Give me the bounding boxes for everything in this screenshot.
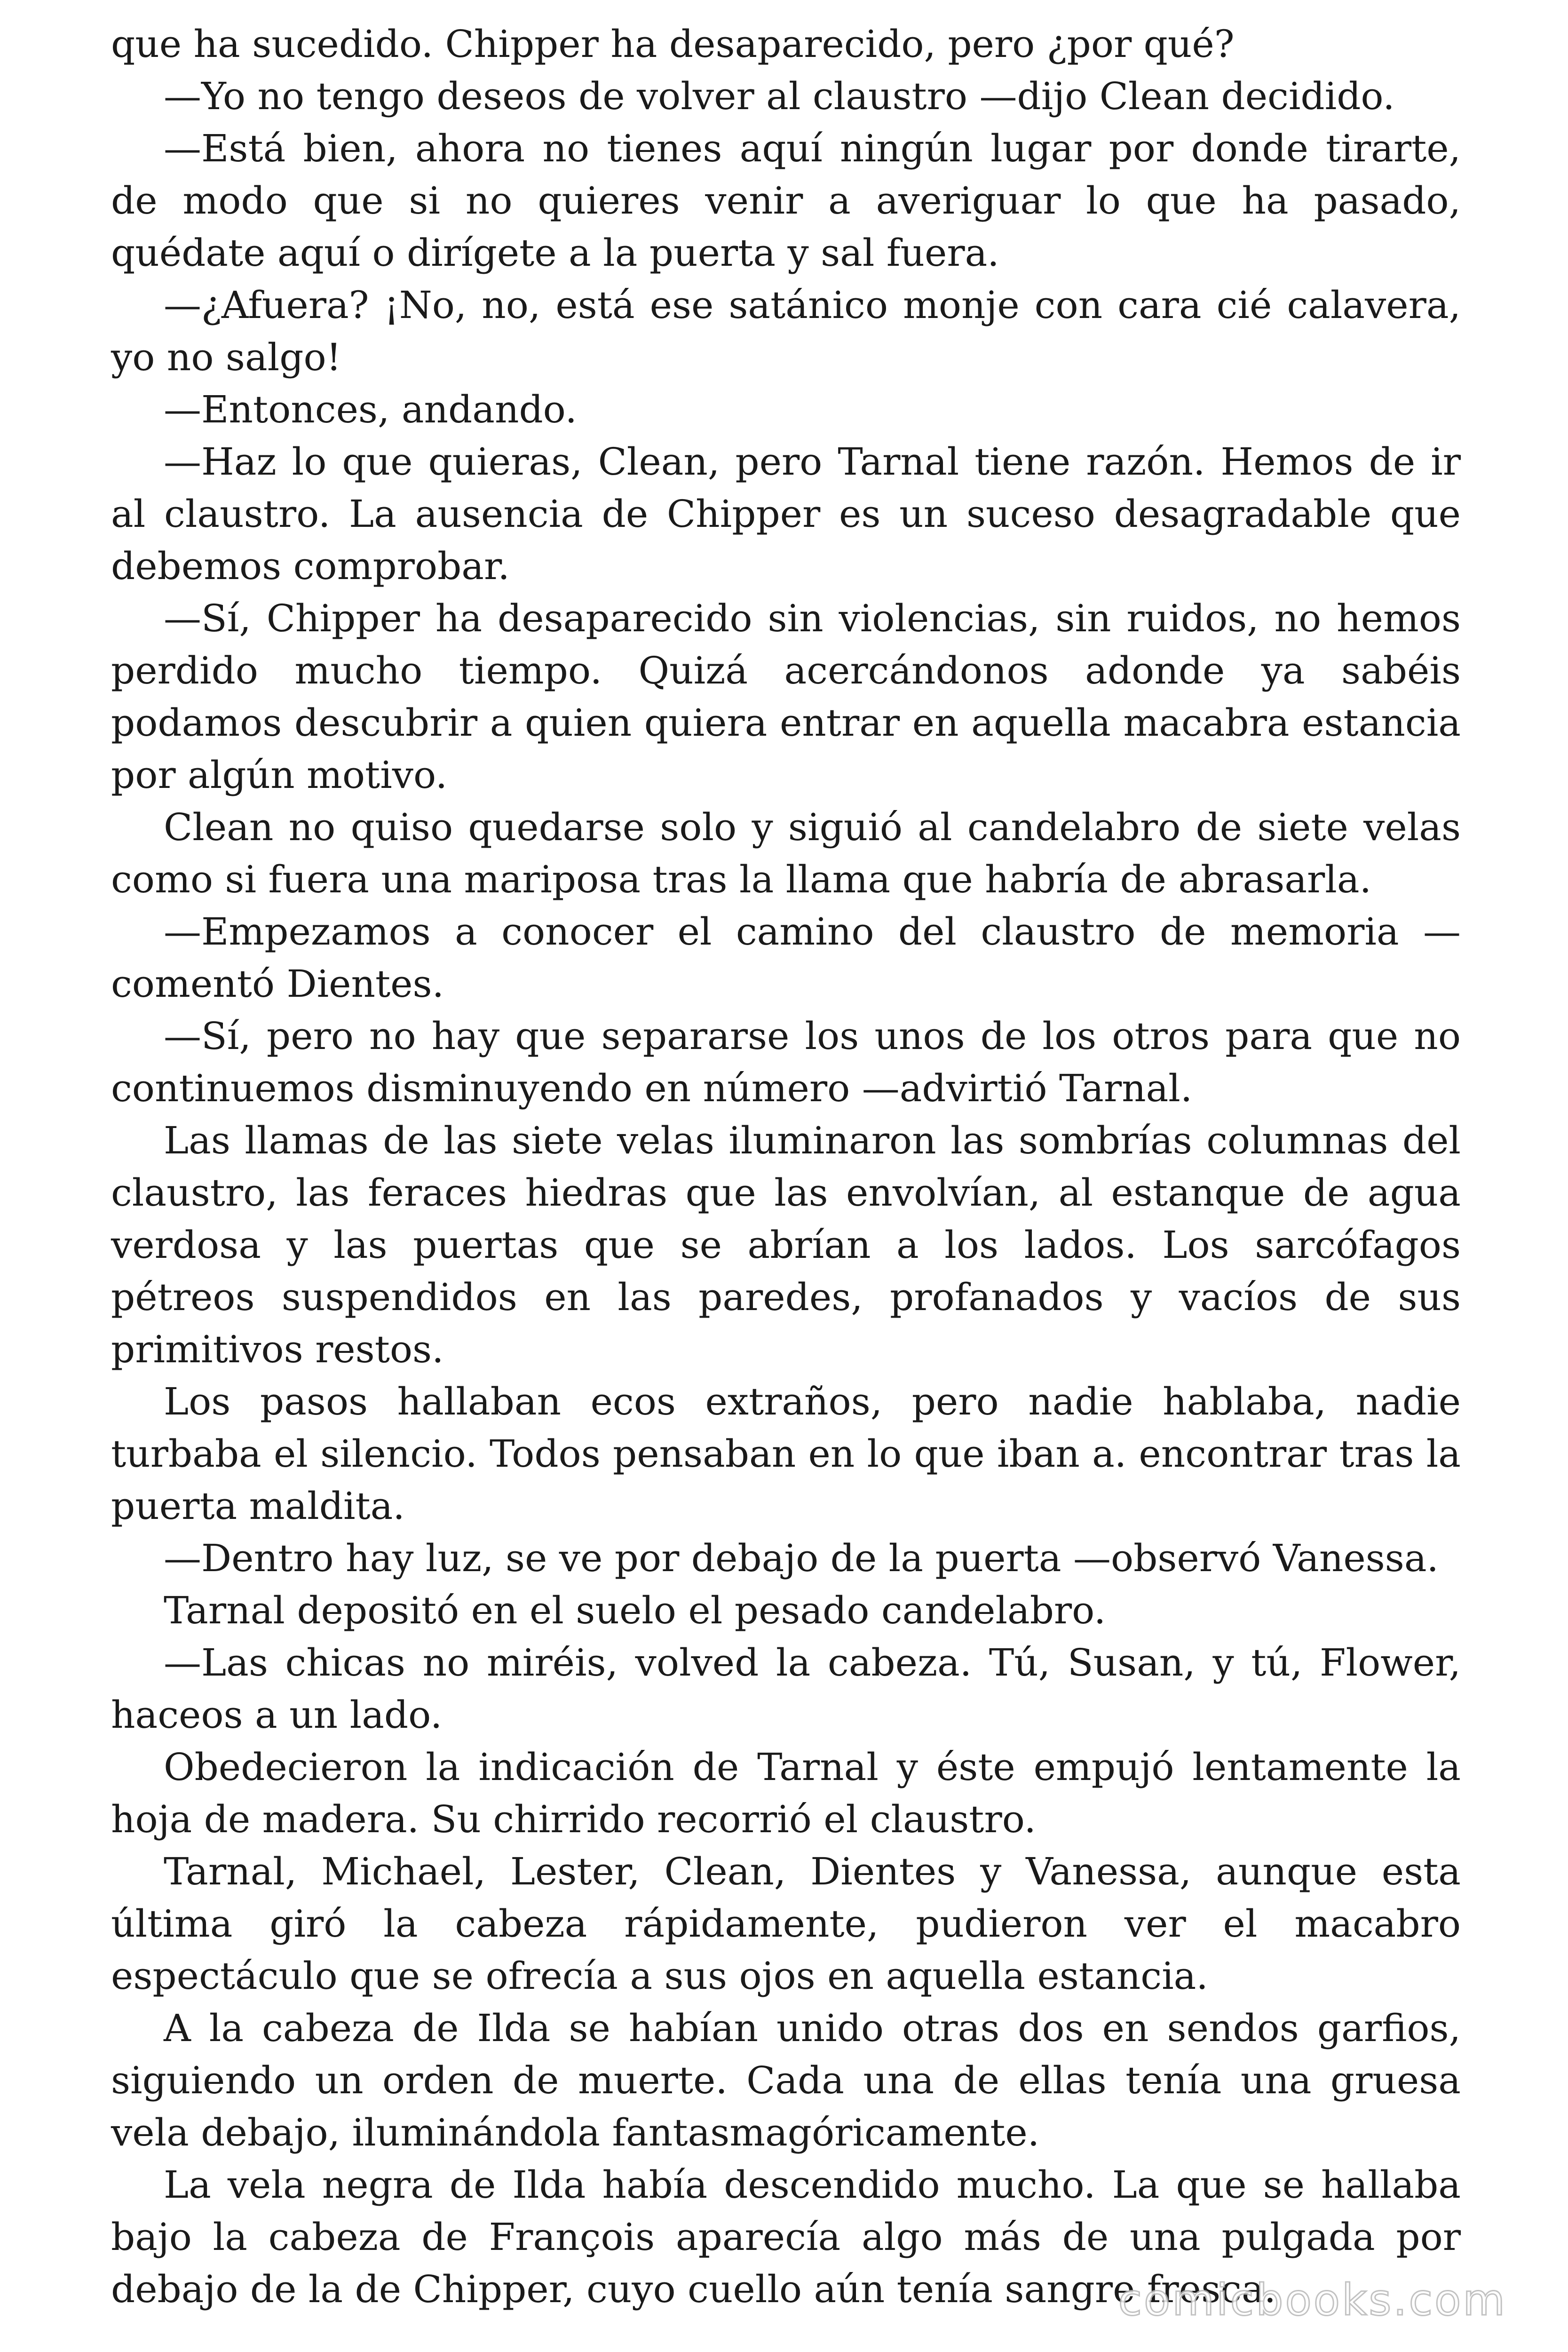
paragraph-8: Clean no quiso quedarse solo y siguió al candelabro de siete velas como si fuera una mariposa tras la llama que habría de abrasarla. xyxy=(111,805,1461,901)
paragraph-5: —Entonces, andando. xyxy=(164,388,577,431)
watermark: comicbooks.com xyxy=(1118,2275,1507,2325)
paragraph-16: Obedecieron la indicación de Tarnal y éste empujó lentamente la hoja de madera. Su chirrido recorrió el claustro. xyxy=(111,1745,1461,1841)
paragraph-3: —Está bien, ahora no tienes aquí ningún lugar por donde tirarte, de modo que si no quieres venir a averiguar lo que ha pasado, quédate aquí o dirígete a la puerta y sal fuera. xyxy=(111,127,1461,275)
paragraph-10: —Sí, pero no hay que separarse los unos de los otros para que no continuemos disminuyendo en número —advirtió Tarnal. xyxy=(111,1014,1461,1110)
paragraph-12: Los pasos hallaban ecos extraños, pero nadie hablaba, nadie turbaba el silencio. Todos pensaban en lo que iban a. encontrar tras la puerta maldita. xyxy=(111,1380,1461,1528)
paragraph-4: —¿Afuera? ¡No, no, está ese satánico monje con cara cié calavera, yo no salgo! xyxy=(111,283,1461,379)
paragraph-14: Tarnal depositó en el suelo el pesado candelabro. xyxy=(164,1589,1106,1632)
paragraph-13: —Dentro hay luz, se ve por debajo de la puerta —observó Vanessa. xyxy=(164,1536,1439,1580)
paragraph-2: —Yo no tengo deseos de volver al claustro —dijo Clean decidido. xyxy=(164,74,1395,118)
paragraph-7: —Sí, Chipper ha desaparecido sin violencias, sin ruidos, no hemos perdido mucho tiempo. Quizá acercándonos adonde ya sabéis podamos descubrir a quien quiera entrar en aquella macabra estancia por algún motivo. xyxy=(111,596,1461,797)
paragraph-11: Las llamas de las siete velas iluminaron las sombrías columnas del claustro, las feraces hiedras que las envolvían, al estanque de agua verdosa y las puertas que se abrían a los lados. Los sarcófagos pétreos suspendidos en las paredes, profanados y vacíos de sus primitivos restos. xyxy=(111,1119,1461,1371)
paragraph-15: —Las chicas no miréis, volved la cabeza. Tú, Susan, y tú, Flower, haceos a un lado. xyxy=(111,1641,1461,1737)
paragraph-18: A la cabeza de Ilda se habían unido otras dos en sendos garfios, siguiendo un orden de muerte. Cada una de ellas tenía una gruesa vela debajo, iluminándola fantasmagóricamente. xyxy=(111,2006,1461,2154)
book-page-text xyxy=(111,18,1461,2315)
paragraph-17: Tarnal, Michael, Lester, Clean, Dientes y Vanessa, aunque esta última giró la cabeza rápidamente, pudieron ver el macabro espectáculo que se ofrecía a sus ojos en aquella estancia. xyxy=(111,1850,1461,1998)
paragraph-9: —Empezamos a conocer el camino del claustro de memoria —comentó Dientes. xyxy=(111,910,1461,1006)
paragraph-1: que ha sucedido. Chipper ha desaparecido, pero ¿por qué? xyxy=(111,22,1235,66)
paragraph-19: La vela negra de Ilda había descendido mucho. La que se hallaba bajo la cabeza de François aparecía algo más de una pulgada por debajo de la de Chipper, cuyo cuello aún tenía sangre fresca. xyxy=(111,2163,1461,2311)
paragraph-6: —Haz lo que quieras, Clean, pero Tarnal tiene razón. Hemos de ir al claustro. La ausencia de Chipper es un suceso desagradable que debemos comprobar. xyxy=(111,440,1461,588)
